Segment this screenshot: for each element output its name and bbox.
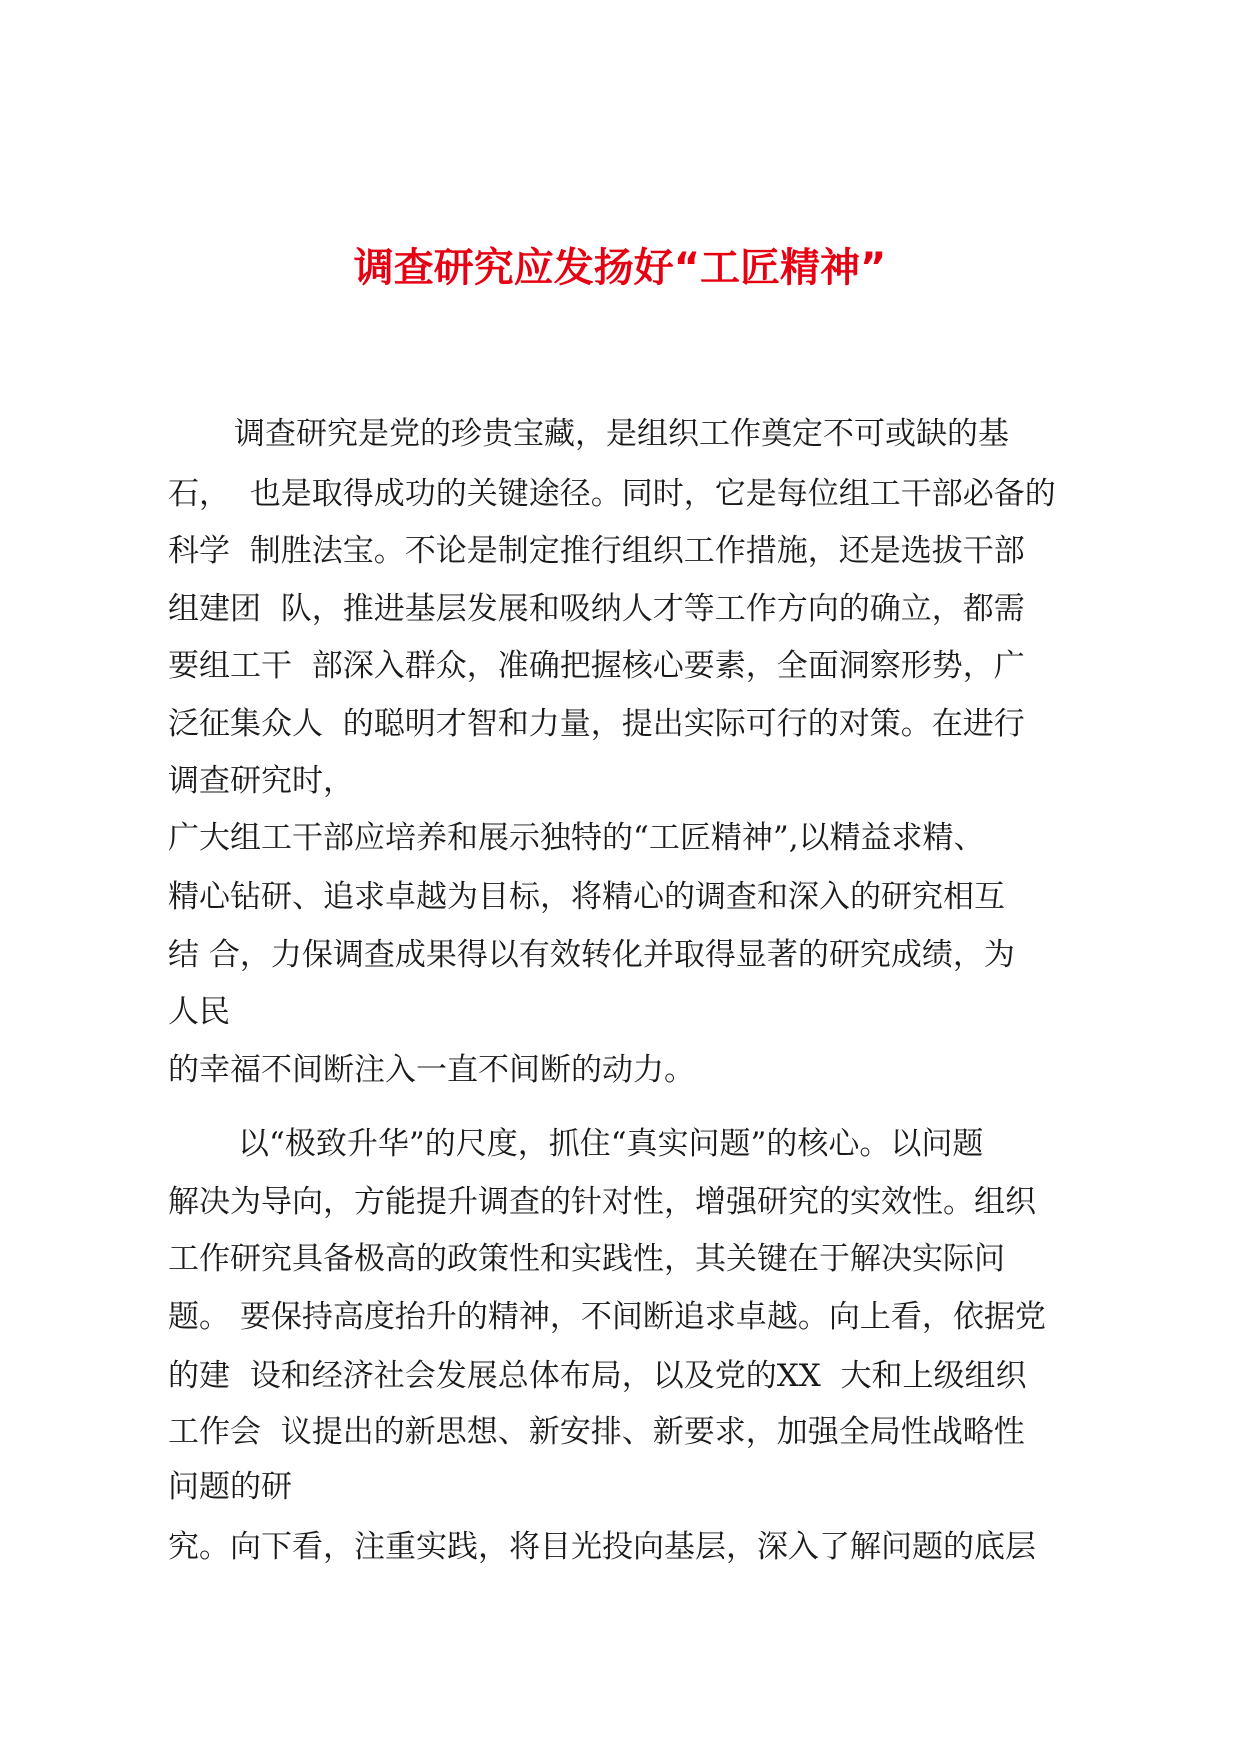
body-line: 工作会 议提出的新思想、新安排、新要求，加强全局性战略性 <box>168 1414 1025 1450</box>
document-title: 调查研究应发扬好“工匠精神” <box>353 245 887 291</box>
body-line: 以“极致升华”的尺度，抓住“真实问题”的核心。以问题 <box>238 1126 984 1162</box>
body-line: 题。 要保持高度抬升的精神，不间断追求卓越。向上看，依据党 <box>168 1299 1046 1335</box>
body-line: 精心钻研、追求卓越为目标，将精心的调查和深入的研究相互 <box>168 879 1005 915</box>
body-line: 泛征集众人 的聪明才智和力量，提出实际可行的对策。在进行 <box>168 706 1025 742</box>
body-line: 调查研究时， <box>168 763 354 799</box>
body-line: 广大组工干部应培养和展示独特的“工匠精神”,以精益求精、 <box>168 820 985 856</box>
body-line: 的幸福不间断注入一直不间断的动力。 <box>168 1052 695 1088</box>
body-line: 究。向下看，注重实践，将目光投向基层，深入了解问题的底层 <box>168 1529 1036 1565</box>
body-line: 工作研究具备极高的政策性和实践性，其关键在于解决实际问 <box>168 1241 1005 1277</box>
body-line: 调查研究是党的珍贵宝藏，是组织工作奠定不可或缺的基 <box>234 416 1009 452</box>
body-line: 石， 也是取得成功的关键途径。同时，它是每位组工干部必备的 <box>168 476 1056 512</box>
body-line: 要组工干 部深入群众，准确把握核心要素，全面洞察形势，广 <box>168 648 1025 684</box>
body-line: 结 合，力保调查成果得以有效转化并取得显著的研究成绩，为 <box>168 937 1015 973</box>
body-line: 科学 制胜法宝。不论是制定推行组织工作措施，还是选拔干部 <box>168 533 1025 569</box>
body-line: 问题的研 <box>168 1469 292 1505</box>
body-line: 人民 <box>168 994 230 1030</box>
body-line: 解决为导向，方能提升调查的针对性，增强研究的实效性。组织 <box>168 1184 1036 1220</box>
body-line: 的建 设和经济社会发展总体布局，以及党的XX 大和上级组织 <box>168 1358 1027 1394</box>
body-line: 组建团 队，推进基层发展和吸纳人才等工作方向的确立，都需 <box>168 591 1025 627</box>
